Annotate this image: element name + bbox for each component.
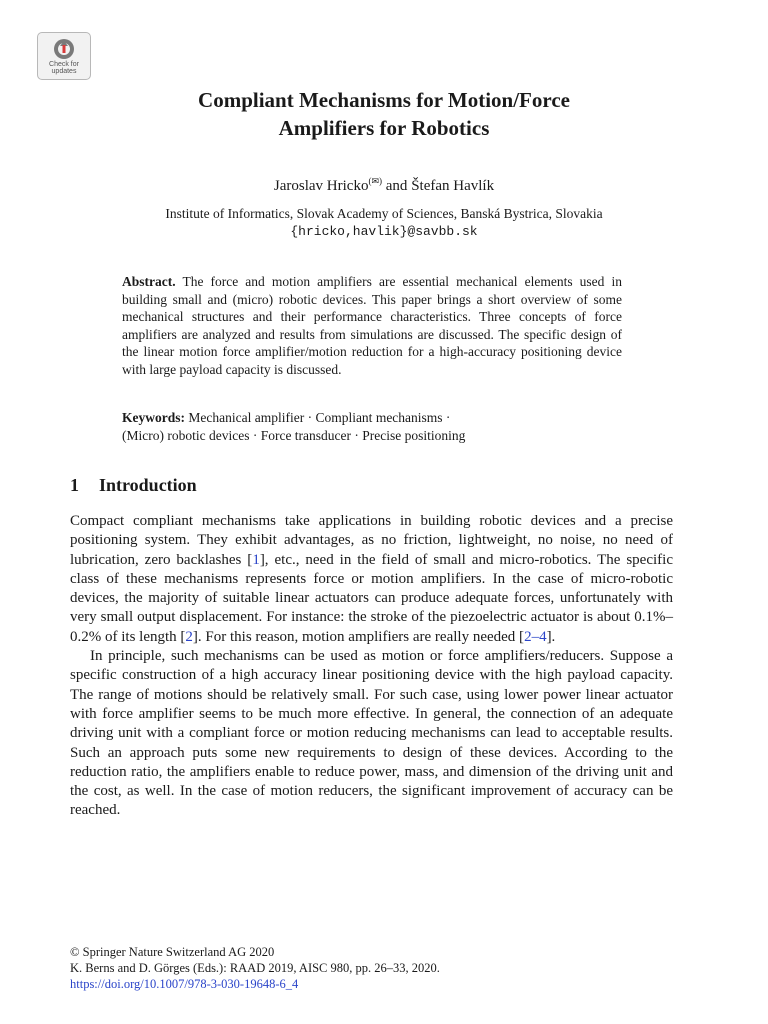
abstract-text: The force and motion amplifiers are essential mechanical elements used in building small and (micro) robotic devices. This paper brings a short overview of some mechanical structures and their performance characteristics. Three concepts of force amplifiers are analyzed and results from simulations are discussed. The specific design of the linear motion force amplifier/motion reduction for a high-accuracy positioning device with large payload capacity is discussed. <box>122 274 622 377</box>
paragraph-1-part-c: ]. For this reason, motion amplifiers are really needed [ <box>192 628 525 645</box>
check-for-updates-badge[interactable] <box>37 32 91 80</box>
check-updates-icon <box>52 37 76 61</box>
affiliation: Institute of Informatics, Slovak Academy of Sciences, Banská Bystrica, Slovakia <box>165 206 603 221</box>
corresponding-author-mark[interactable]: (✉) <box>368 176 383 186</box>
abstract <box>122 273 622 378</box>
keywords-line-2: (Micro) robotic devices · Force transducer · Precise positioning <box>122 428 466 443</box>
paragraph-2: In principle, such mechanisms can be used as motion or force amplifiers/reducers. Suppose a specific construction of a high accuracy linear positioning device with the high payload capacity. The range of motions should be relatively small. For such case, using lower power linear actuator with force amplifier seems to be much more effective. In general, the connection of an adequate driving unit with a compliant force or motion reducing mechanisms can lead to acceptable results. Such an approach puts some new requirements to design of these devices. According to the reduction ratio, the amplifiers enable to reduce power, mass, and dimension of the driving unit and the cost, as well. In the case of motion reducers, the significant improvement of accuracy can be reached. <box>70 648 673 819</box>
email[interactable]: {hricko,havlik}@savbb.sk <box>290 224 478 239</box>
author-conjunction: and <box>385 178 408 194</box>
author-1: Jaroslav Hricko <box>273 178 369 194</box>
paragraph-1-part-a: Compact compliant mechanisms take applications in building robotic devices and a precise positioning system. They exhibit advantages, as no friction, lightweight, no noise, no need of lubrication, zero backlashes [ <box>70 513 673 568</box>
author-2: Štefan Havlík <box>411 178 495 194</box>
citation-link[interactable]: 1 <box>252 551 260 568</box>
title-line-1: Compliant Mechanisms for Motion/Force <box>198 88 570 112</box>
citation-info: K. Berns and D. Görges (Eds.): RAAD 2019, AISC 980, pp. 26–33, 2020. <box>70 961 440 975</box>
section-heading <box>70 474 197 496</box>
section-title: Introduction <box>99 475 197 495</box>
abstract-label: Abstract. <box>122 274 176 289</box>
keywords-line-1: Mechanical amplifier · Compliant mechanisms · <box>188 410 451 425</box>
paper-title <box>0 86 768 142</box>
body-text <box>70 512 673 821</box>
section-number: 1 <box>70 475 79 495</box>
paragraph-1 <box>70 512 673 647</box>
citation-link[interactable]: 2–4 <box>524 628 547 645</box>
keywords <box>122 409 622 445</box>
copyright: © Springer Nature Switzerland AG 2020 <box>70 945 275 959</box>
footer <box>70 944 440 992</box>
badge-line-2: updates <box>51 68 77 75</box>
authors <box>0 171 768 196</box>
citation-link[interactable]: 2 <box>185 628 193 645</box>
title-line-2: Amplifiers for Robotics <box>278 116 490 140</box>
keywords-label: Keywords: <box>122 410 185 425</box>
paragraph-1-part-b: ], etc., need in the field of small and micro-robotics. The specific class of these mechanisms represents force or motion amplifiers. In the case of micro-robotic devices, the majority of suitable linear actuators can produce adequate forces, unfortunately with very small output displacement. For instance: the stroke of the piezoelectric actuator is about 0.1%–0.2% of its length [ <box>70 551 673 645</box>
badge-line-1: Check for <box>49 61 79 68</box>
paragraph-1-part-d: ]. <box>546 628 556 645</box>
doi-link[interactable]: https://doi.org/10.1007/978-3-030-19648-6_4 <box>70 977 299 991</box>
